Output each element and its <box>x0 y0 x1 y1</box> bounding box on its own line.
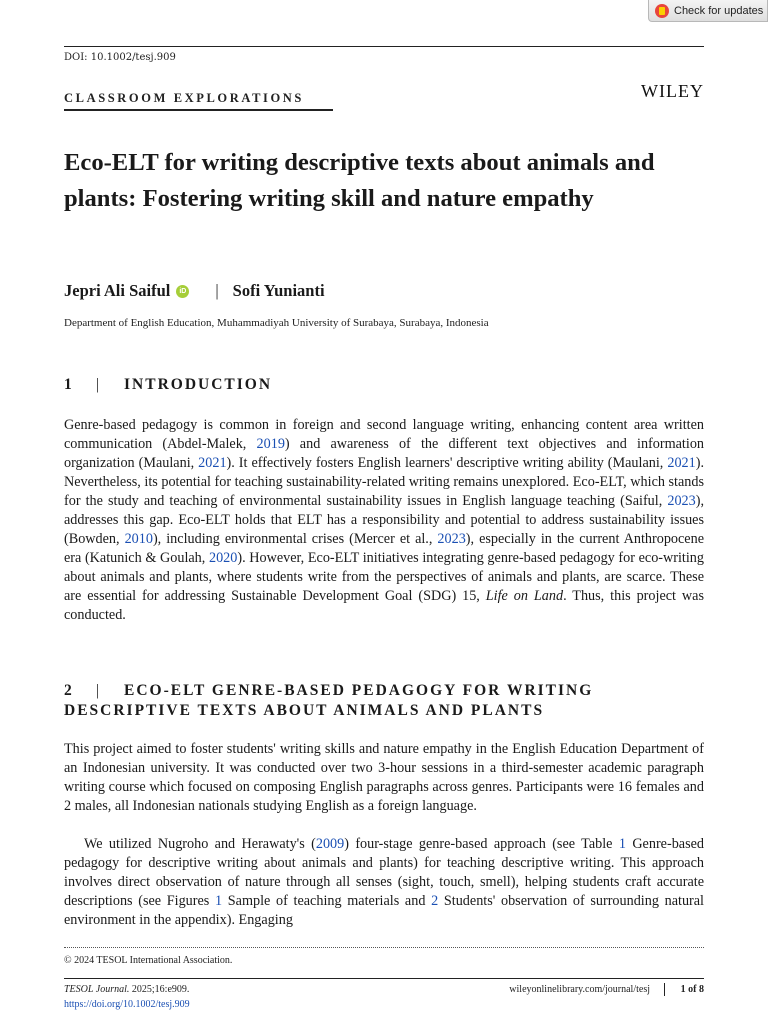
text-run: Genre-based pedagogy is common in foreign and second language writing, enhancing content area written communication (Abdel-Malek, <box>64 417 704 452</box>
page-separator <box>664 983 665 996</box>
author-affiliation: Department of English Education, Muhammadiyah University of Surabaya, Surabaya, Indonesia <box>64 317 489 329</box>
text-run: Genre-based pedagogy for descriptive writing about animals and plants) for teaching descriptive writing. This approach involves direct observation of nature through all senses (sight, touch, smell), helping students craft accurate descriptions (see Figures <box>64 836 704 909</box>
page-number: 1 of 8 <box>680 984 704 995</box>
text-run: ), including environmental crises (Mercer et al., <box>152 531 438 547</box>
text-run: ). It effectively fosters English learners' descriptive writing ability (Maulani, <box>226 455 668 471</box>
section-number: 1 <box>64 376 74 393</box>
author-name[interactable]: Sofi Yunianti <box>232 281 325 300</box>
citation-link[interactable]: 2021 <box>667 455 696 471</box>
text-run: Students' observation of surrounding natural environment in the appendix). Engaging <box>64 893 704 928</box>
text-run: ), addresses this gap. Eco-ELT holds that ELT has a responsibility and potential to address sustainability issues (Bowden, <box>64 493 704 547</box>
author-name[interactable]: Jepri Ali Saiful <box>64 281 171 300</box>
article-title: Eco-ELT for writing descriptive texts about animals and plants: Fostering writing skill and nature empathy <box>64 149 655 212</box>
citation-link[interactable]: 2010 <box>124 531 153 547</box>
doi-link[interactable]: https://doi.org/10.1002/tesj.909 <box>64 999 190 1010</box>
figure-link[interactable]: 1 <box>215 893 223 909</box>
citation-link[interactable]: 2023 <box>667 493 696 509</box>
text-run: . Thus, this project was conducted. <box>64 588 704 623</box>
text-run: ). However, Eco-ELT initiatives integrating genre-based pedagogy for eco-writing about animals and plants, where students write from the perspectives of animals and plants, are scarce. These are essential for addressing Sustainable Development Goal (SDG) 15, <box>64 550 704 604</box>
text-run: ) and awareness of the different text objectives and information organization (Maulani, <box>64 436 705 471</box>
check-updates-label: Check for updates <box>674 4 764 17</box>
author-list <box>64 281 325 301</box>
paragraph-introduction <box>64 416 704 625</box>
publisher-logo: WILEY <box>641 81 704 101</box>
paragraph-project-aim: This project aimed to foster students' writing skills and nature empathy in the English Education Department of an Indonesian university. It was conducted over two 3-hour sessions in a third-semester academic paragraph writing course which focused on composing English paragraphs across genres. Participants were 16 females and 2 males, all Indonesian nationals studying English as a foreign language. <box>64 741 704 814</box>
citation-link[interactable]: 2021 <box>198 455 227 471</box>
section-number: 2 <box>64 682 74 699</box>
crossmark-icon <box>655 4 669 18</box>
table-link[interactable]: 1 <box>618 836 626 852</box>
text-run: ), especially in the current Anthropocene era (Katunich & Goulah, <box>64 531 704 566</box>
text-run: ). Nevertheless, its potential for teaching sustainability-related writing remains unexplored. Eco-ELT, which stands for the study and teaching of environmental sustainability issues in English language teaching (Saiful, <box>64 455 704 509</box>
italic-term: Life on Land <box>485 588 564 604</box>
section-bar: | <box>96 682 102 699</box>
text-run: ) four-stage genre-based approach (see Table <box>344 836 619 852</box>
journal-volume: 2025;16:e909. <box>129 984 190 995</box>
journal-citation <box>64 984 189 995</box>
citation-link[interactable]: 2020 <box>208 550 238 566</box>
footer-rule <box>64 978 704 979</box>
footnote-divider <box>64 947 704 948</box>
section-title: ECO-ELT GENRE-BASED PEDAGOGY FOR WRITING DESCRIPTIVE TEXTS ABOUT ANIMALS AND PLANTS <box>64 682 594 719</box>
section-title: INTRODUCTION <box>124 376 273 393</box>
citation-link[interactable]: 2019 <box>256 436 285 452</box>
citation-link[interactable]: 2023 <box>437 531 466 547</box>
paragraph-approach <box>64 835 704 930</box>
section-heading-eco-elt <box>64 681 704 721</box>
citation-link[interactable]: 2009 <box>315 836 345 852</box>
figure-link[interactable]: 2 <box>431 893 439 909</box>
copyright-notice: © 2024 TESOL International Association. <box>64 955 233 966</box>
journal-name: TESOL Journal. <box>64 984 130 995</box>
text-run: Sample of teaching materials and <box>222 893 432 909</box>
section-type-underline <box>64 109 333 111</box>
text-run: We utilized Nugroho and Herawaty's ( <box>84 836 316 852</box>
section-bar: | <box>96 376 102 393</box>
check-for-updates-button[interactable] <box>648 0 768 22</box>
journal-site-url[interactable]: wileyonlinelibrary.com/journal/tesj <box>509 984 650 995</box>
section-type-label: CLASSROOM EXPLORATIONS <box>64 91 304 105</box>
author-separator: | <box>215 281 219 300</box>
orcid-icon[interactable]: iD <box>176 285 189 298</box>
section-heading-introduction <box>64 376 272 394</box>
header-rule <box>64 46 704 47</box>
header-doi: DOI: 10.1002/tesj.909 <box>64 52 176 63</box>
